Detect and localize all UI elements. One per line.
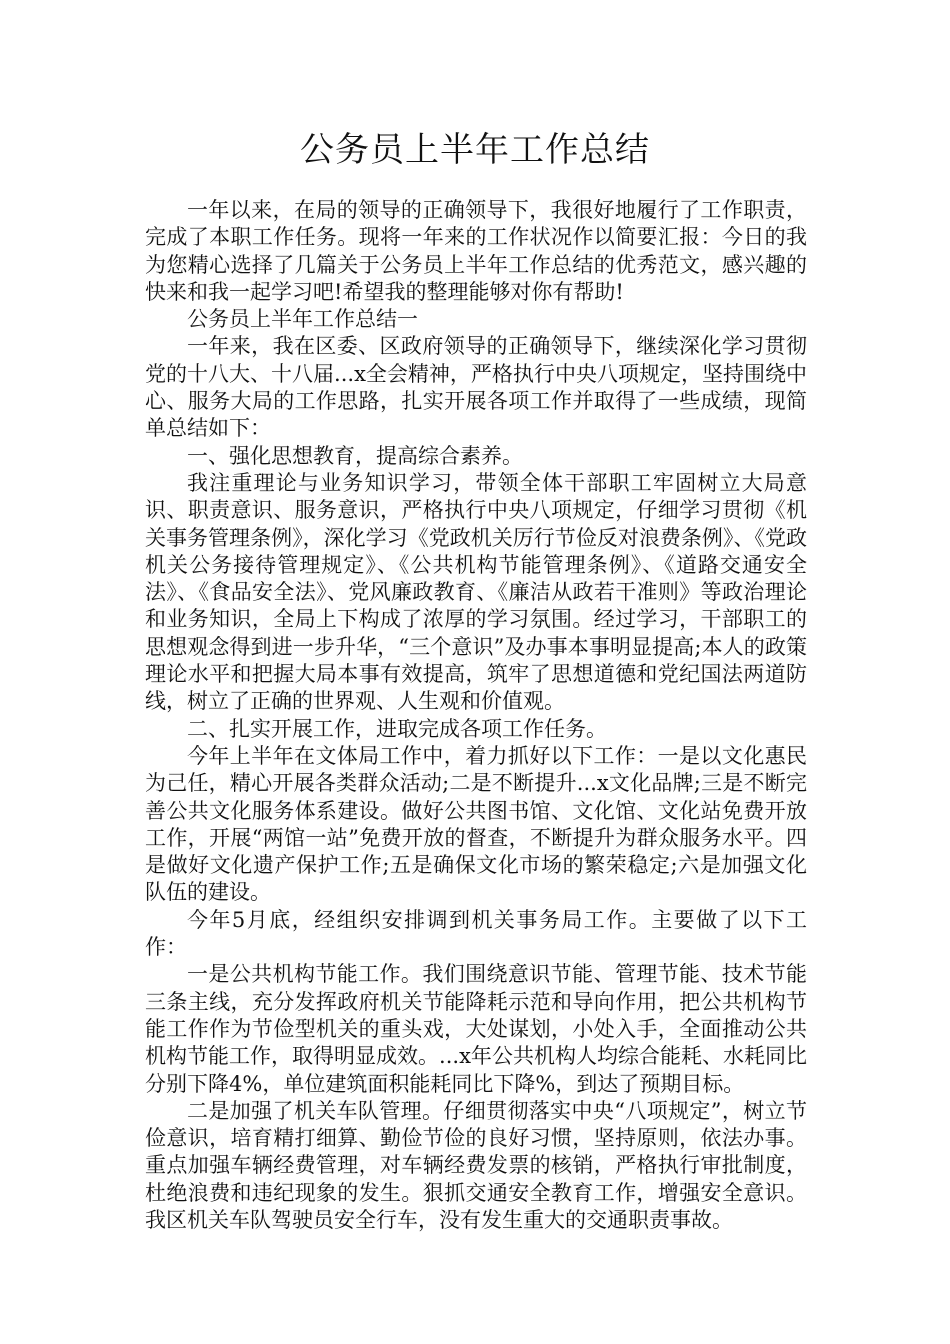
energy-saving-paragraph: 一是公共机构节能工作。我们围绕意识节能、管理节能、技术节能三条主线，充分发挥政府机关节能降耗示范和导向作用，把公共机构节能工作作为节俭型机关的重头戏，大处谋划，小处入手，全面推动公共机构节能工作，取得明显成效。...x年公共机构人均综合能耗、水耗同比分别下降4%，单位建筑面积能耗同比下降%，到达了预期目标。 <box>145 962 807 1096</box>
heading-ideological-education: 一、强化思想教育，提高综合素养。 <box>187 443 523 468</box>
fleet-management-paragraph: 二是加强了机关车队管理。仔细贯彻落实中央“八项规定”，树立节俭意识，培育精打细算、勤俭节俭的良好习惯，坚持原则，依法办事。重点加强车辆经费管理，对车辆经费发票的核销，严格执行审批制度，杜绝浪费和违纪现象的发生。狠抓交通安全教育工作，增强安全意识。我区机关车队驾驶员安全行车，没有发生重大的交通职责事故。 <box>145 1098 807 1232</box>
transfer-paragraph: 今年5月底，经组织安排调到机关事务局工作。主要做了以下工作： <box>145 907 807 960</box>
section-title-one: 公务员上半年工作总结一 <box>187 307 418 332</box>
document-title: 公务员上半年工作总结 <box>300 130 650 170</box>
summary-opening-paragraph: 一年来，我在区委、区政府领导的正确领导下，继续深化学习贯彻党的十八大、十八届...x全会精神，严格执行中央八项规定，坚持围绕中心、服务大局的工作思路，扎实开展各项工作并取得了一些成绩，现简单总结如下： <box>145 334 807 441</box>
document-body <box>145 197 807 1234</box>
culture-work-paragraph: 今年上半年在文体局工作中，着力抓好以下工作：一是以文化惠民为己任，精心开展各类群众活动;二是不断提升...x文化品牌;三是不断完善公共文化服务体系建设。做好公共图书馆、文化馆、文化站免费开放工作，开展“两馆一站”免费开放的督查，不断提升为群众服务水平。四是做好文化遗产保护工作;五是确保文化市场的繁荣稳定;六是加强文化队伍的建设。 <box>145 743 807 905</box>
theory-study-paragraph: 我注重理论与业务知识学习，带领全体干部职工牢固树立大局意识、职责意识、服务意识，严格执行中央八项规定，仔细学习贯彻《机关事务管理条例》，深化学习《党政机关厉行节俭反对浪费条例》、《党政机关公务接待管理规定》、《公共机构节能管理条例》、《道路交通安全法》、《食品安全法》、党风廉政教育、《廉洁从政若干准则》等政治理论和业务知识，全局上下构成了浓厚的学习氛围。经过学习，干部职工的思想观念得到进一步升华，“三个意识”及办事本事明显提高;本人的政策理论水平和把握大局本事有效提高，筑牢了思想道德和党纪国法两道防线，树立了正确的世界观、人生观和价值观。 <box>145 470 807 714</box>
heading-work-tasks: 二、扎实开展工作，进取完成各项工作任务。 <box>187 716 607 741</box>
intro-paragraph: 一年以来，在局的领导的正确领导下，我很好地履行了工作职责，完成了本职工作任务。现将一年来的工作状况作以简要汇报：今日的我为您精心选择了几篇关于公务员上半年工作总结的优秀范文，感兴趣的快来和我一起学习吧!希望我的整理能够对你有帮助! <box>145 198 807 304</box>
